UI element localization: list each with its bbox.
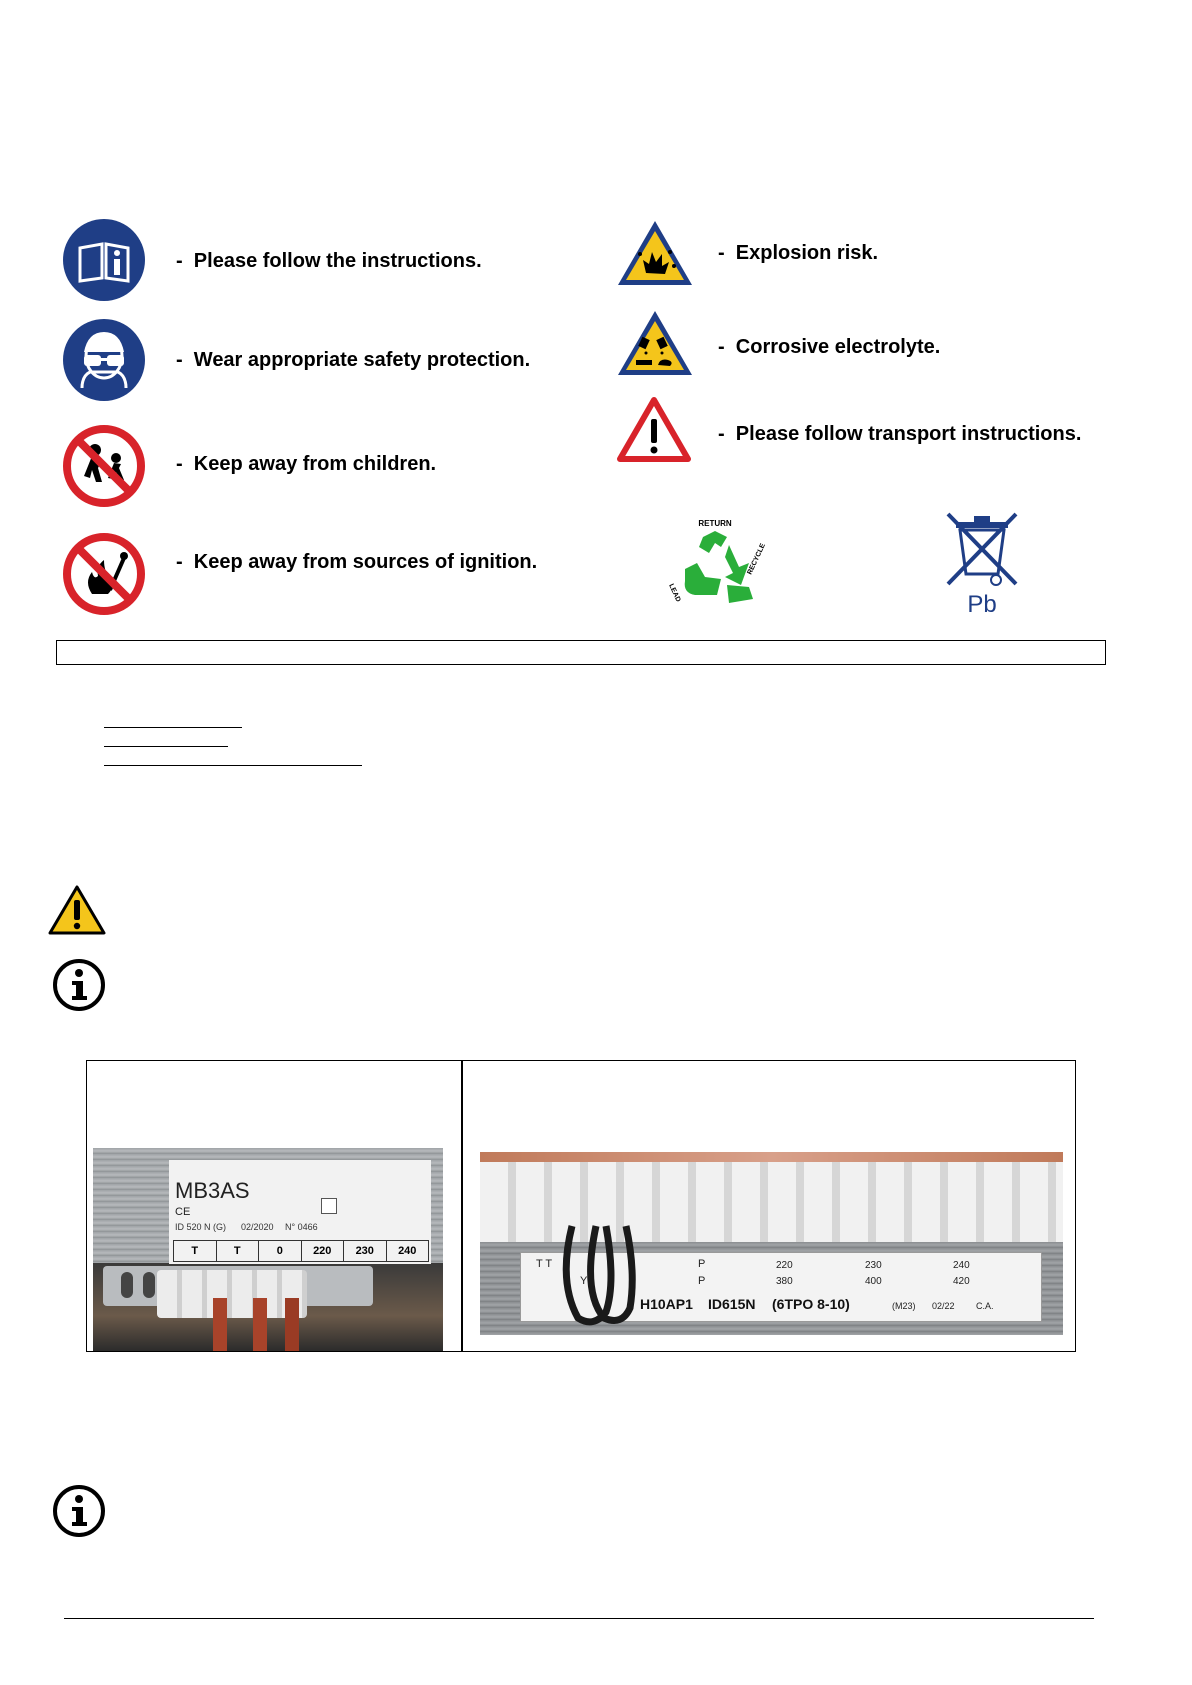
instruction-dash-7: - [718,423,725,445]
table-column-divider [461,1060,463,1352]
keep-from-children-label: Keep away from children. [193,453,437,475]
right-row2-380: 380 [776,1276,793,1287]
no-ignition-icon [62,532,146,616]
recycle-lead-text: LEAD [667,582,682,604]
mb3as-terminal: 230 [344,1241,387,1261]
mb3as-terminal: T [174,1241,217,1261]
jumper-wires [560,1222,650,1332]
mb3as-terminal: 0 [259,1241,302,1261]
lead-recycle-icon [655,515,775,618]
mb3as-terminal: T [217,1241,260,1261]
instruction-dash-2: - [176,349,183,371]
instruction-dash-3: - [176,453,183,475]
crossed-bin-pb-icon [942,508,1022,618]
recycle-return-text: RETURN [698,519,732,528]
info-icon [52,1484,106,1538]
right-row2-420: 420 [953,1276,970,1287]
right-row1-230: 230 [865,1260,882,1271]
right-id-text: ID615N [708,1296,756,1312]
general-warning-icon [616,395,692,465]
bin-pb-text: Pb [967,591,997,618]
mb3as-checkbox [321,1198,337,1214]
follow-instructions-label: Please follow the instructions. [193,250,482,272]
instruction-dash-1: - [176,250,183,272]
mb3as-model-text: MB3AS [175,1178,250,1203]
corrosive-icon [616,308,694,378]
link-underline-3[interactable] [104,765,362,766]
eye-protection-icon [62,318,146,402]
keep-from-ignition-label: Keep away from sources of ignition. [193,551,538,573]
instruction-dash-5: - [718,242,725,264]
transport-label: Please follow transport instructions. [735,423,1082,445]
right-row1-240: 240 [953,1260,970,1271]
no-children-icon [62,424,146,508]
caution-triangle-icon [48,884,106,936]
empty-caption-box [56,640,1106,665]
read-instructions-icon [62,218,146,302]
right-code-text: H10AP1 [640,1296,693,1312]
corrosive-label: Corrosive electrolyte. [735,336,941,358]
mb3as-serial-text: N° 0466 [285,1222,318,1232]
explosion-label-initial: E [735,242,750,264]
mb3as-terminal-strip [173,1240,429,1262]
info-icon [52,958,106,1012]
right-row1-220: 220 [776,1260,793,1271]
recycle-recycle-text: RECYCLE [746,542,767,576]
transformer-photo-right [480,1152,1063,1335]
footer-rule [64,1618,1094,1619]
mb3as-ce-text: CE [175,1206,191,1218]
mb3as-id-text: ID 520 N (G) [175,1222,227,1232]
mb3as-terminal: 220 [302,1241,345,1261]
link-underline-1[interactable] [104,727,242,728]
instruction-dash-4: - [176,551,183,573]
mb3as-date-text: 02/2020 [241,1222,274,1232]
mb3as-terminal: 240 [398,1245,417,1257]
right-date-text: 02/22 [932,1301,955,1311]
right-row2-y: Y [580,1275,588,1287]
right-row1-p: P [698,1258,706,1270]
right-m-text: (M23) [892,1301,916,1311]
transformer-photo-left [93,1148,443,1351]
right-row1-tt: T T [536,1258,553,1270]
explosion-risk-icon [616,218,694,288]
right-ref-text: (6TPO 8-10) [772,1296,850,1312]
right-row2-400: 400 [865,1276,882,1287]
wear-protection-label: Wear appropriate safety protection. [193,349,531,371]
right-row2-p: P [698,1275,706,1287]
explosion-risk-label: xplosion risk. [749,242,879,264]
right-ca-text: C.A. [976,1301,994,1311]
link-underline-2[interactable] [104,746,228,747]
instruction-dash-6: - [718,336,725,358]
